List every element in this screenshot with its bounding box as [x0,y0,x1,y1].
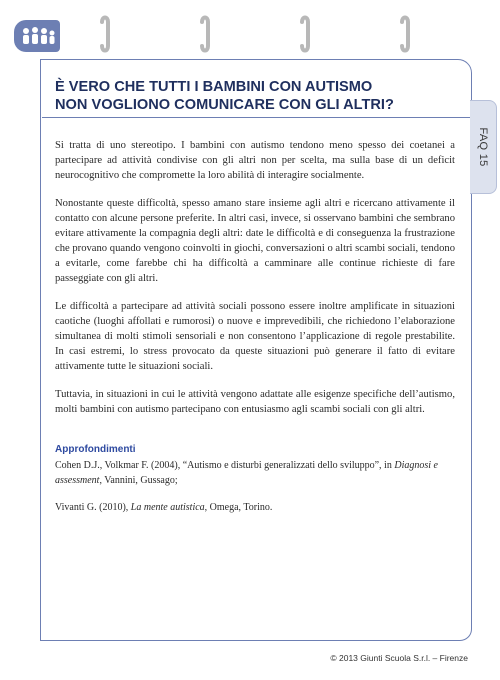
binder-ring [102,18,108,51]
binder-ring [402,18,408,51]
side-tab-label: FAQ 15 [477,127,489,167]
side-tab[interactable] [470,100,497,194]
copyright-footer: © 2013 Giunti Scuola S.r.l. – Firenze [330,653,468,663]
reference-item [55,501,455,516]
references-heading: Approfondimenti [55,444,136,455]
title-divider [42,117,470,118]
binder-ring [302,18,308,51]
reference-title: La mente autistica [130,502,205,513]
paragraph: Nonostante queste difficoltà, spesso amano stare insieme agli altri e ricercano attivamente il contatto con alcune persone preferite. In altri casi, invece, si osservano bambini che sembrano evitare attivamente la compagnia degli altri: date le difficoltà e di conseguenza la frustrazione che provano quando vengono coinvolti in giochi, conversazioni o altri scambi sociali, tendono a evitarle, come farebbe chi ha difficoltà a camminare alle continue richieste di fare passeggiate con gli altri. [55,198,455,284]
binder-rings [0,0,500,60]
page-title [55,78,455,114]
paragraph: Si tratta di uno stereotipo. I bambini con autismo tendono meno spesso dei coetanei a partecipare ad attività condivise con gli altri non per scelta, ma sulla base di un deficit neurocognitivo che compromette la loro abilità di interagire socialmente. [55,140,455,181]
paragraph: Tuttavia, in situazioni in cui le attività vengono adattate alle esigenze specifiche dell’autismo, molti bambini con autismo partecipano con entusiasmo agli scambi sociali con gli altri. [55,389,455,415]
reference-title: Diagnosi e assessment [55,460,438,486]
binder-ring [202,18,208,51]
paragraph: Le difficoltà a partecipare ad attività sociali possono essere inoltre amplificate in situazioni caotiche (luoghi affollati e rumorosi) o nuove e imprevedibili, che richiedono l’elaborazione simultanea di molti stimoli sensoriali e non consentono l’applicazione di regole prestabilite. In casi estremi, lo stress provocato da queste situazioni può generare il fatto di evitare attivamente tutte le situazioni sociali. [55,301,455,372]
reference-text: , Vannini, Gussago; [99,474,178,486]
title-line: È VERO CHE TUTTI I BAMBINI CON AUTISMO [55,79,373,95]
reference-text: Cohen D.J., Volkmar F. (2004), “Autismo e disturbi generalizzati dello sviluppo”, in [55,460,395,471]
reference-text: , Omega, Torino. [204,502,273,513]
article-body [55,138,455,529]
reference-item [55,459,455,488]
title-line: NON VOGLIONO COMUNICARE CON GLI ALTRI? [55,97,394,113]
reference-text: Vivanti G. (2010), [55,502,131,513]
